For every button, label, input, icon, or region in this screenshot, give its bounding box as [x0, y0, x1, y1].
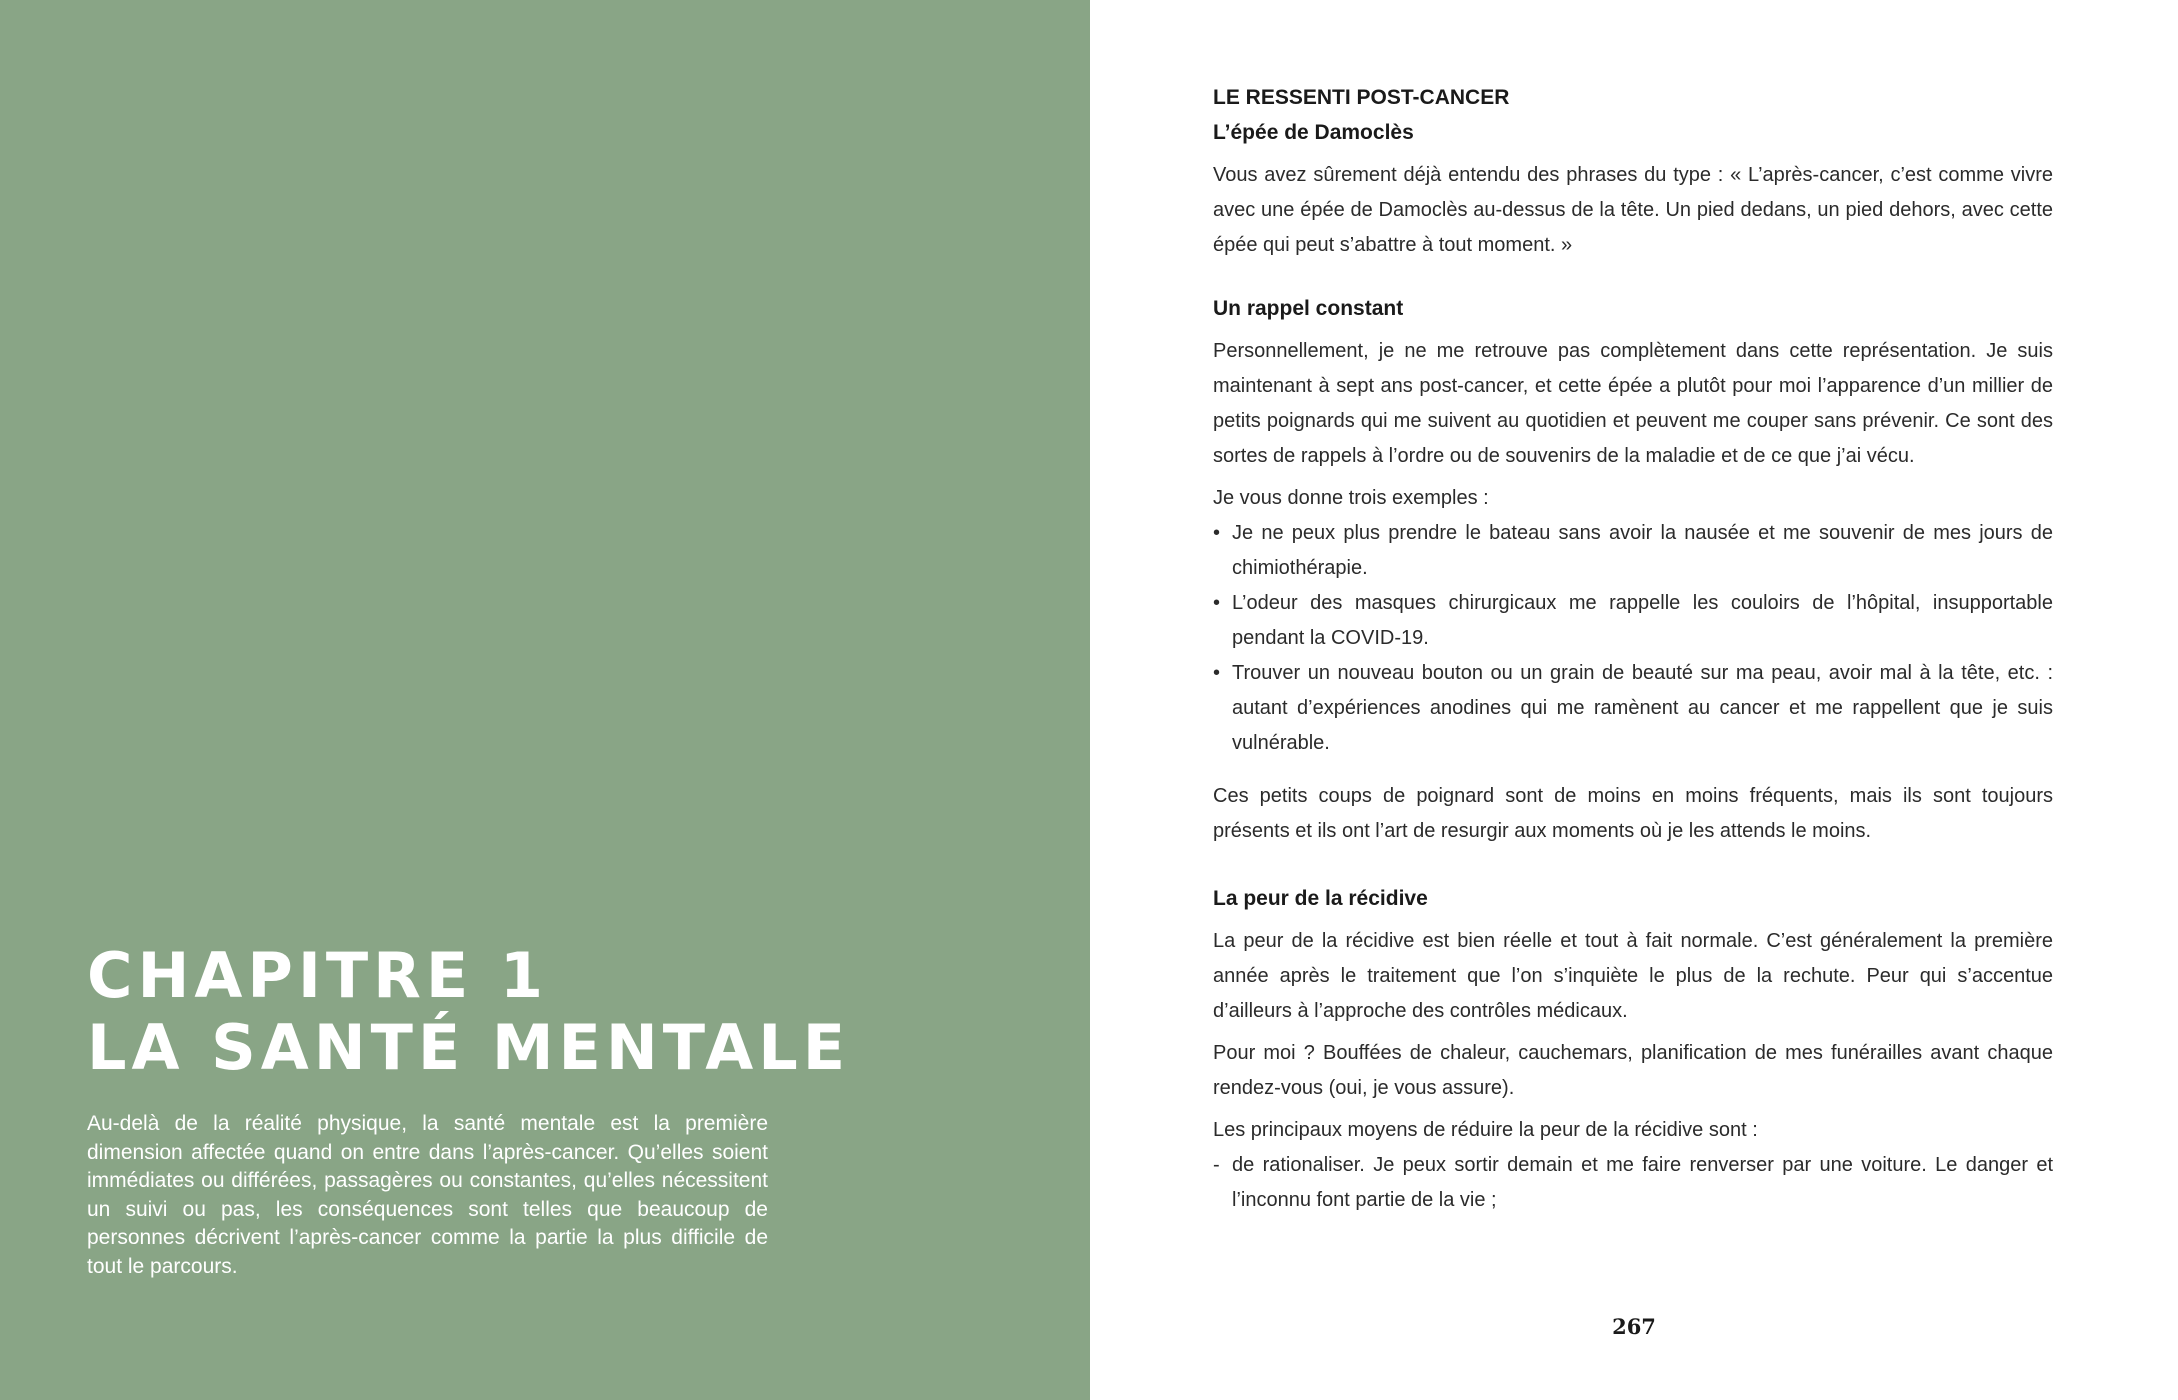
paragraph: Pour moi ? Bouffées de chaleur, cauchemars, planification de mes funérailles avant chaque rendez-vous (oui, je vous assure). [1213, 1042, 2053, 1099]
list-item [1213, 516, 2053, 586]
list-item [1213, 656, 2053, 761]
bullet-marker: • [1213, 662, 1221, 684]
subsection-damocles [1213, 115, 2053, 263]
section-title: LE RESSENTI POST-CANCER [1213, 86, 1510, 109]
bullet-list [1213, 516, 2053, 761]
subsection-rappel-constant [1213, 291, 2053, 849]
paragraph: Vous avez sûrement déjà entendu des phrases du type : « L’après-cancer, c’est comme vivre avec une épée de Damoclès au-dessus de la tête. Un pied dedans, un pied dehors, avec cette épée qui peut s’abattre à tout moment. » [1213, 164, 2053, 256]
dash-list [1213, 1148, 2053, 1218]
bullet-marker: • [1213, 522, 1221, 544]
paragraph: Personnellement, je ne me retrouve pas complètement dans cette représentation. Je suis maintenant à sept ans post-cancer, et cette épée a plutôt pour moi l’apparence d’un millier de petits poignards qui me suivent au quotidien et peuvent me couper sans prévenir. Ce sont des sortes de rappels à l’ordre ou de souvenirs de la maladie et de ce que j’ai vécu. [1213, 340, 2053, 467]
list-item [1213, 1148, 2053, 1218]
page-number: 267 [1612, 1314, 1656, 1339]
paragraph: Ces petits coups de poignard sont de moins en moins fréquents, mais ils sont toujours présents et ils ont l’art de resurgir aux moments où je les attends le moins. [1213, 785, 2053, 842]
list-item-text: Je ne peux plus prendre le bateau sans avoir la nausée et me souvenir de mes jours de chimiothérapie. [1232, 522, 2053, 579]
list-item-text: de rationaliser. Je peux sortir demain et me faire renverser par une voiture. Le danger et l’inconnu font partie de la vie ; [1232, 1154, 2053, 1211]
subsection-heading: L’épée de Damoclès [1213, 121, 1414, 144]
subsection-heading: Un rappel constant [1213, 297, 1404, 320]
list-item-text: L’odeur des masques chirurgicaux me rappelle les couloirs de l’hôpital, insupportable pendant la COVID-19. [1232, 592, 2053, 649]
list-item-text: Trouver un nouveau bouton ou un grain de beauté sur ma peau, avoir mal à la tête, etc. : autant d’expériences anodines qui me ramènent au cancer et me rappellent que je suis vulnérable. [1232, 662, 2053, 754]
paragraph: La peur de la récidive est bien réelle et tout à fait normale. C’est généralement la première année après le traitement que l’on s’inquiète le plus de la rechute. Peur qui s’accentue d’ailleurs à l’approche des contrôles médicaux. [1213, 930, 2053, 1022]
chapter-name: LA SANTÉ MENTALE [87, 1011, 851, 1084]
page-content [1213, 80, 2053, 1218]
paragraph: Les principaux moyens de réduire la peur de la récidive sont : [1213, 1119, 1758, 1141]
chapter-intro: Au-delà de la réalité physique, la santé mentale est la première dimension affectée quand on entre dans l’après-cancer. Qu’elles soient immédiates ou différées, passagères ou constantes, qu’elles nécessitent un suivi ou pas, les conséquences sont telles que beaucoup de personnes décrivent l’après-cancer comme la partie la plus difficile de tout le parcours. [87, 1112, 768, 1278]
paragraph: Je vous donne trois exemples : [1213, 487, 1489, 509]
list-item [1213, 586, 2053, 656]
subsection-heading: La peur de la récidive [1213, 887, 1428, 910]
text-page [1090, 0, 2178, 1400]
dash-marker: - [1213, 1154, 1220, 1176]
bullet-marker: • [1213, 592, 1221, 614]
subsection-peur-recidive [1213, 881, 2053, 1218]
chapter-title [87, 940, 850, 1084]
chapter-number: CHAPITRE 1 [87, 939, 548, 1012]
